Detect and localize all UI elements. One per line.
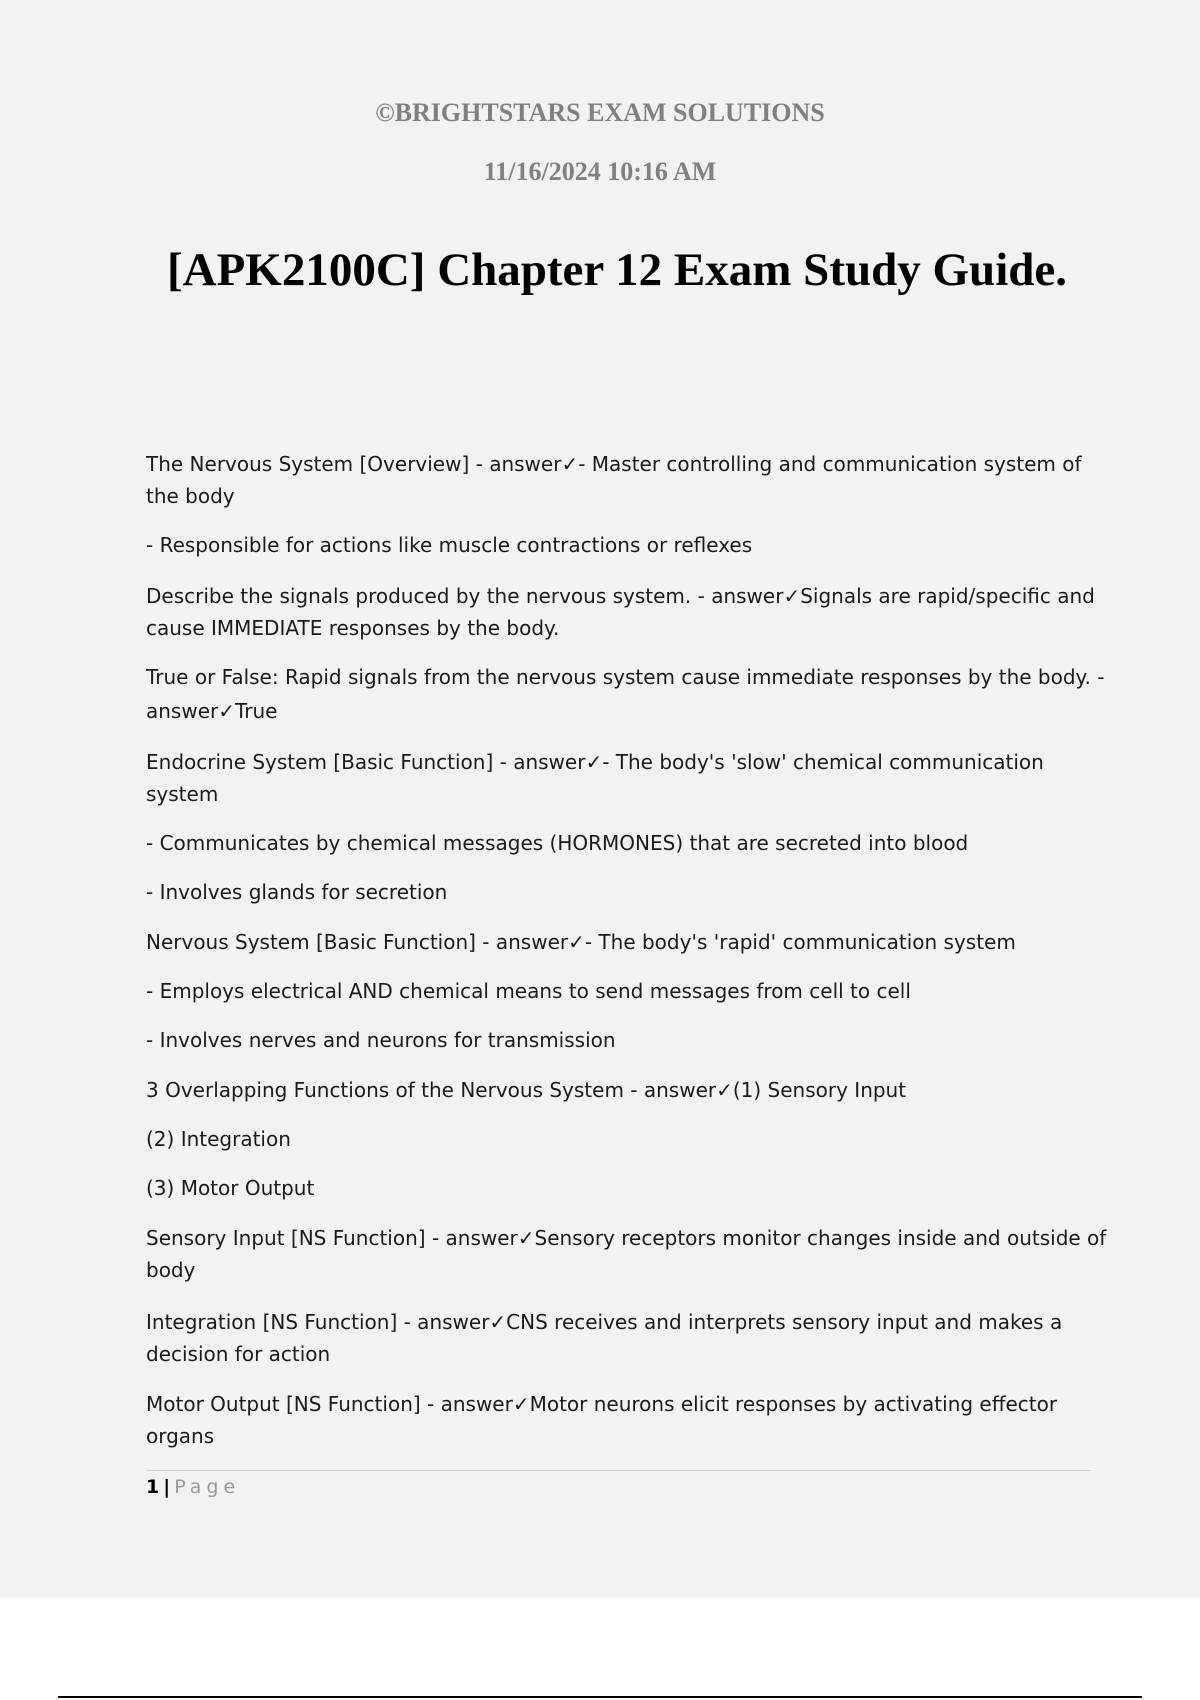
content-line: True or False: Rapid signals from the nervous system cause immediate responses by the body. - (146, 665, 1105, 689)
content-line: (2) Integration (146, 1127, 291, 1151)
content-line: system (146, 782, 219, 806)
content-line: cause IMMEDIATE responses by the body. (146, 616, 560, 640)
document-title: [APK2100C] Chapter 12 Exam Study Guide. (166, 244, 1068, 296)
content-line: Describe the signals produced by the nervous system. - answer✓Signals are rapid/specific and (146, 584, 1095, 608)
content-line: Integration [NS Function] - answer✓CNS receives and interprets sensory input and makes a (146, 1310, 1063, 1334)
content-line: - Employs electrical AND chemical means to send messages from cell to cell (146, 979, 911, 1003)
content-line: - Involves glands for secretion (146, 880, 448, 904)
page-word: Page (174, 1476, 241, 1498)
footer-divider (146, 1470, 1091, 1471)
content-line: Motor Output [NS Function] - answer✓Motor neurons elicit responses by activating effector (146, 1392, 1058, 1416)
page-number: 1 (146, 1476, 160, 1498)
page-separator: | (163, 1476, 171, 1498)
content-line: (3) Motor Output (146, 1176, 315, 1200)
content-line: - Communicates by chemical messages (HORMONES) that are secreted into blood (146, 831, 969, 855)
content-line: The Nervous System [Overview] - answer✓- Master controlling and communication system of (146, 452, 1082, 476)
page-footer (146, 1474, 240, 1500)
content-line: the body (146, 484, 235, 508)
content-line: Sensory Input [NS Function] - answer✓Sensory receptors monitor changes inside and outside of (146, 1226, 1107, 1250)
next-page-top-rule (58, 1696, 1142, 1698)
content-line: Endocrine System [Basic Function] - answer✓- The body's 'slow' chemical communication (146, 750, 1044, 774)
content-line: organs (146, 1424, 215, 1448)
date-header: 11/16/2024 10:16 AM (483, 157, 717, 186)
content-line: - Responsible for actions like muscle contractions or reflexes (146, 533, 753, 557)
content-line: Nervous System [Basic Function] - answer✓- The body's 'rapid' communication system (146, 930, 1016, 954)
content-line: - Involves nerves and neurons for transmission (146, 1028, 616, 1052)
content-line: body (146, 1258, 196, 1282)
content-line: 3 Overlapping Functions of the Nervous System - answer✓(1) Sensory Input (146, 1078, 907, 1102)
content-line: decision for action (146, 1342, 331, 1366)
brand-header: ©BRIGHTSTARS EXAM SOLUTIONS (375, 98, 825, 127)
content-line: answer✓True (146, 699, 278, 723)
